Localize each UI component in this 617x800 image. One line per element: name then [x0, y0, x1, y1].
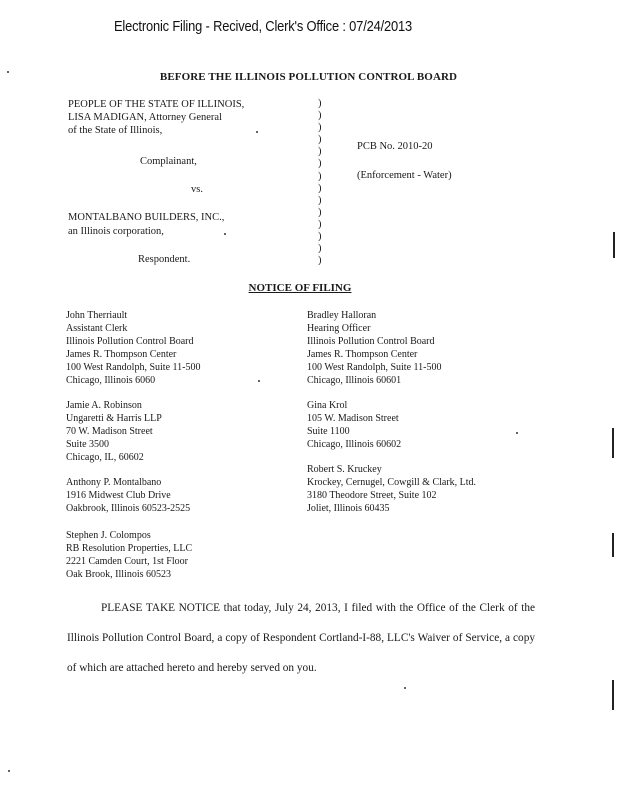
recipient-line: James R. Thompson Center [307, 349, 418, 360]
scan-speck [516, 432, 518, 434]
versus-label: vs. [191, 184, 203, 195]
recipient-line: Illinois Pollution Control Board [66, 336, 194, 347]
recipient-line: 100 West Randolph, Suite 11-500 [66, 362, 201, 373]
scan-speck [224, 233, 226, 235]
recipient-line: Suite 1100 [307, 426, 350, 437]
scan-speck [256, 131, 258, 133]
recipient-line: Gina Krol [307, 400, 348, 411]
recipient-line: Chicago, Illinois 6060 [66, 375, 156, 386]
recipient-line: RB Resolution Properties, LLC [66, 543, 193, 554]
recipient-line: Suite 3500 [66, 439, 110, 450]
recipient-line: Illinois Pollution Control Board [307, 336, 435, 347]
recipient-line: Joliet, Illinois 60435 [307, 503, 390, 514]
recipient-line: Anthony P. Montalbano [66, 477, 162, 488]
notice-body-text: PLEASE TAKE NOTICE that today, July 24, 2013, I filed with the Office of the Clerk of the Illinois Pollution Control Board, a copy of Respondent Cortland-I-88, LLC's Waiver of Service, a copy of which are attached hereto and hereby served on you. [67, 602, 535, 674]
scan-mark [612, 428, 614, 458]
plaintiff-line-1: PEOPLE OF THE STATE OF ILLINOIS, [68, 99, 245, 110]
plaintiff-line-3: of the State of Illinois, [68, 125, 163, 136]
plaintiff-line-2: LISA MADIGAN, Attorney General [68, 112, 222, 123]
caption-parentheses: ) ) ) ) ) ) ) ) ) ) ) ) ) ) [318, 98, 322, 267]
recipient-line: Chicago, Illinois 60601 [307, 375, 402, 386]
recipient-line: John Therriault [66, 310, 128, 321]
defendant-line-1: MONTALBANO BUILDERS, INC., [68, 212, 225, 223]
recipient-line: 3180 Theodore Street, Suite 102 [307, 490, 437, 501]
scan-mark [612, 533, 614, 557]
respondent-label: Respondent. [138, 254, 191, 265]
recipient-line: 1916 Midwest Club Drive [66, 490, 171, 501]
scan-speck [404, 687, 406, 689]
recipient-line: Chicago, Illinois 60602 [307, 439, 402, 450]
scan-mark [613, 232, 615, 258]
defendant-line-2: an Illinois corporation, [68, 226, 164, 237]
recipient-line: Hearing Officer [307, 323, 371, 334]
recipient-line: Assistant Clerk [66, 323, 128, 334]
recipient-line: 2221 Camden Court, 1st Floor [66, 556, 188, 567]
scan-speck [7, 71, 9, 73]
case-type: (Enforcement - Water) [357, 170, 452, 181]
recipient-line: 105 W. Madison Street [307, 413, 399, 424]
scan-speck [258, 380, 260, 382]
case-number: PCB No. 2010-20 [357, 141, 433, 152]
recipient-line: James R. Thompson Center [66, 349, 177, 360]
scan-speck [8, 770, 10, 772]
recipient-line: Stephen J. Colompos [66, 530, 151, 541]
recipient-line: Oak Brook, Illinois 60523 [66, 569, 171, 580]
recipient-line: Bradley Halloran [307, 310, 377, 321]
complainant-label: Complainant, [140, 156, 197, 167]
recipient-line: 70 W. Madison Street [66, 426, 153, 437]
recipient-line: Jamie A. Robinson [66, 400, 142, 411]
notice-of-filing-title: NOTICE OF FILING [248, 282, 352, 294]
recipient-line: Krockey, Cernugel, Cowgill & Clark, Ltd. [307, 477, 477, 488]
recipient-line: Ungaretti & Harris LLP [66, 413, 162, 424]
recipient-line: Chicago, IL, 60602 [66, 452, 144, 463]
recipient-line: Robert S. Kruckey [307, 464, 382, 475]
board-title: BEFORE THE ILLINOIS POLLUTION CONTROL BOARD [159, 71, 458, 83]
notice-body-paragraph [67, 593, 535, 683]
electronic-filing-stamp: Electronic Filing - Recived, Clerk's Office : 07/24/2013 [114, 18, 413, 35]
recipient-line: Oakbrook, Illinois 60523-2525 [66, 503, 191, 514]
recipient-line: 100 West Randolph, Suite 11-500 [307, 362, 442, 373]
scan-mark [612, 680, 614, 710]
